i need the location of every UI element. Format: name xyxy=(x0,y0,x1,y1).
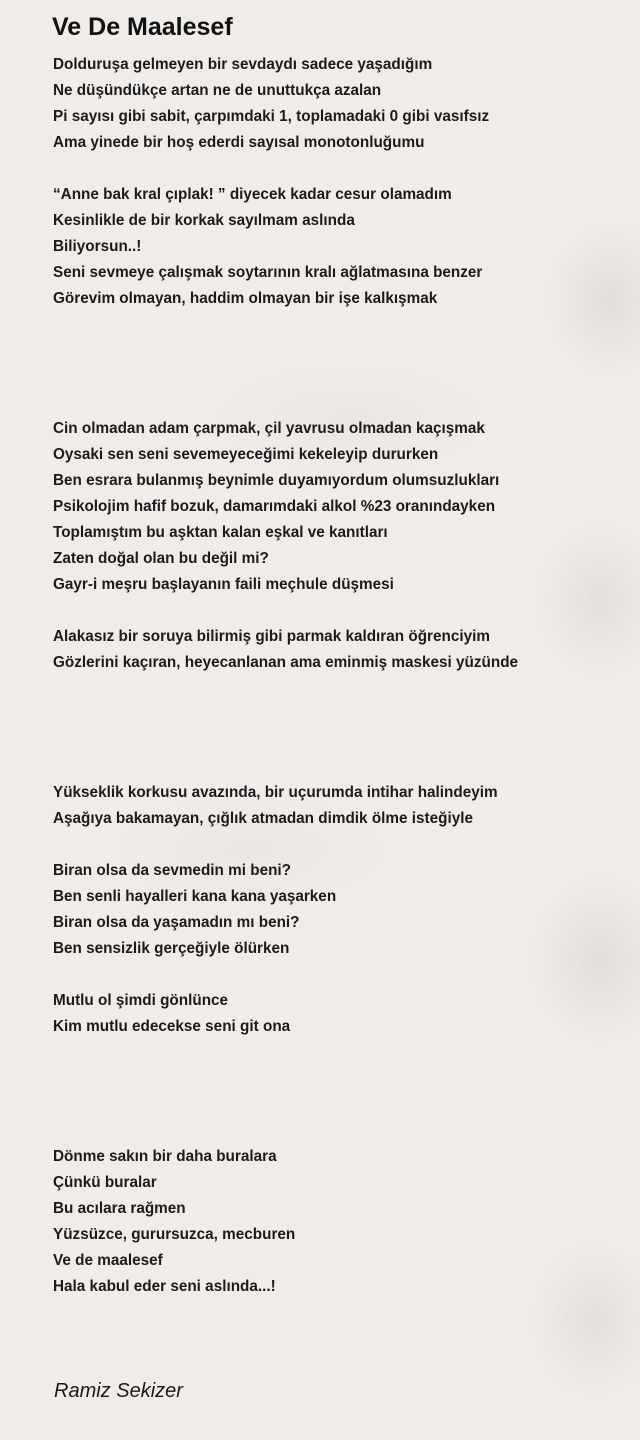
poem-line: Biliyorsun..! xyxy=(53,238,142,255)
poem-line: Mutlu ol şimdi gönlünce xyxy=(53,992,229,1009)
section-gap xyxy=(53,1040,623,1144)
stanza-gap xyxy=(53,832,623,858)
poem-title: Ve De Maalesef xyxy=(52,13,233,41)
poem-line: Seni sevmeye çalışmak soytarının kralı ağlatmasına benzer xyxy=(53,264,483,281)
section-gap xyxy=(53,676,623,780)
poem-line: Pi sayısı gibi sabit, çarpımdaki 1, toplamadaki 0 gibi vasıfsız xyxy=(53,108,490,125)
stanza xyxy=(53,52,623,156)
poem-line: Ben senli hayalleri kana kana yaşarken xyxy=(53,888,337,905)
poem-line: Bu acılara rağmen xyxy=(53,1200,186,1217)
stanza xyxy=(53,858,623,962)
stanza xyxy=(53,624,623,676)
stanza-gap xyxy=(53,962,623,988)
stanza xyxy=(53,780,623,832)
poem-line: Yükseklik korkusu avazında, bir uçurumda intihar halindeyim xyxy=(53,784,498,801)
poem-line: Ve de maalesef xyxy=(53,1252,163,1269)
poem-line: Hala kabul eder seni aslında...! xyxy=(53,1278,276,1295)
poem-line: Zaten doğal olan bu değil mi? xyxy=(53,550,269,567)
poem-line: Alakasız bir soruya bilirmiş gibi parmak kaldıran öğrenciyim xyxy=(53,628,490,645)
poem-line: Biran olsa da yaşamadın mı beni? xyxy=(53,914,300,931)
stanza-gap xyxy=(53,156,623,182)
poem-line: Oysaki sen seni sevemeyeceğimi kekeleyip dururken xyxy=(53,446,439,463)
poem-line: Cin olmadan adam çarpmak, çil yavrusu olmadan kaçışmak xyxy=(53,420,485,437)
poem-line: Kesinlikle de bir korkak sayılmam aslında xyxy=(53,212,355,229)
stanza xyxy=(53,1144,623,1300)
stanza xyxy=(53,416,623,598)
poem-line: Ama yinede bir hoş ederdi sayısal monotonluğumu xyxy=(53,134,425,151)
stanza xyxy=(53,988,623,1040)
poem-line: Dönme sakın bir daha buralara xyxy=(53,1148,277,1165)
poem-line: Gayr-i meşru başlayanın faili meçhule düşmesi xyxy=(53,576,394,593)
poem-line: Görevim olmayan, haddim olmayan bir işe kalkışmak xyxy=(53,290,438,307)
poem-line: “Anne bak kral çıplak! ” diyecek kadar cesur olamadım xyxy=(53,186,452,203)
poem-line: Yüzsüzce, gurursuzca, mecburen xyxy=(53,1226,296,1243)
author-name: Ramiz Sekizer xyxy=(54,1380,183,1402)
poem-line: Biran olsa da sevmedin mi beni? xyxy=(53,862,292,879)
poem-line: Kim mutlu edecekse seni git ona xyxy=(53,1018,291,1035)
poem-line: Ben sensizlik gerçeğiyle ölürken xyxy=(53,940,290,957)
poem-line: Gözlerini kaçıran, heyecanlanan ama eminmiş maskesi yüzünde xyxy=(53,654,519,671)
poem-line: Dolduruşa gelmeyen bir sevdaydı sadece yaşadığım xyxy=(53,56,433,73)
section-gap xyxy=(53,312,623,416)
poem-line: Çünkü buralar xyxy=(53,1174,157,1191)
poem-line: Ne düşündükçe artan ne de unuttukça azalan xyxy=(53,82,382,99)
poem-line: Toplamıştım bu aşktan kalan eşkal ve kanıtları xyxy=(53,524,388,541)
stanza xyxy=(53,182,623,312)
poem-line: Ben esrara bulanmış beynimle duyamıyordum olumsuzlukları xyxy=(53,472,500,489)
poem-body xyxy=(53,52,623,1300)
stanza-gap xyxy=(53,598,623,624)
poem-line: Psikolojim hafif bozuk, damarımdaki alkol %23 oranındayken xyxy=(53,498,496,515)
poem-line: Aşağıya bakamayan, çığlık atmadan dimdik ölme isteğiyle xyxy=(53,810,473,827)
